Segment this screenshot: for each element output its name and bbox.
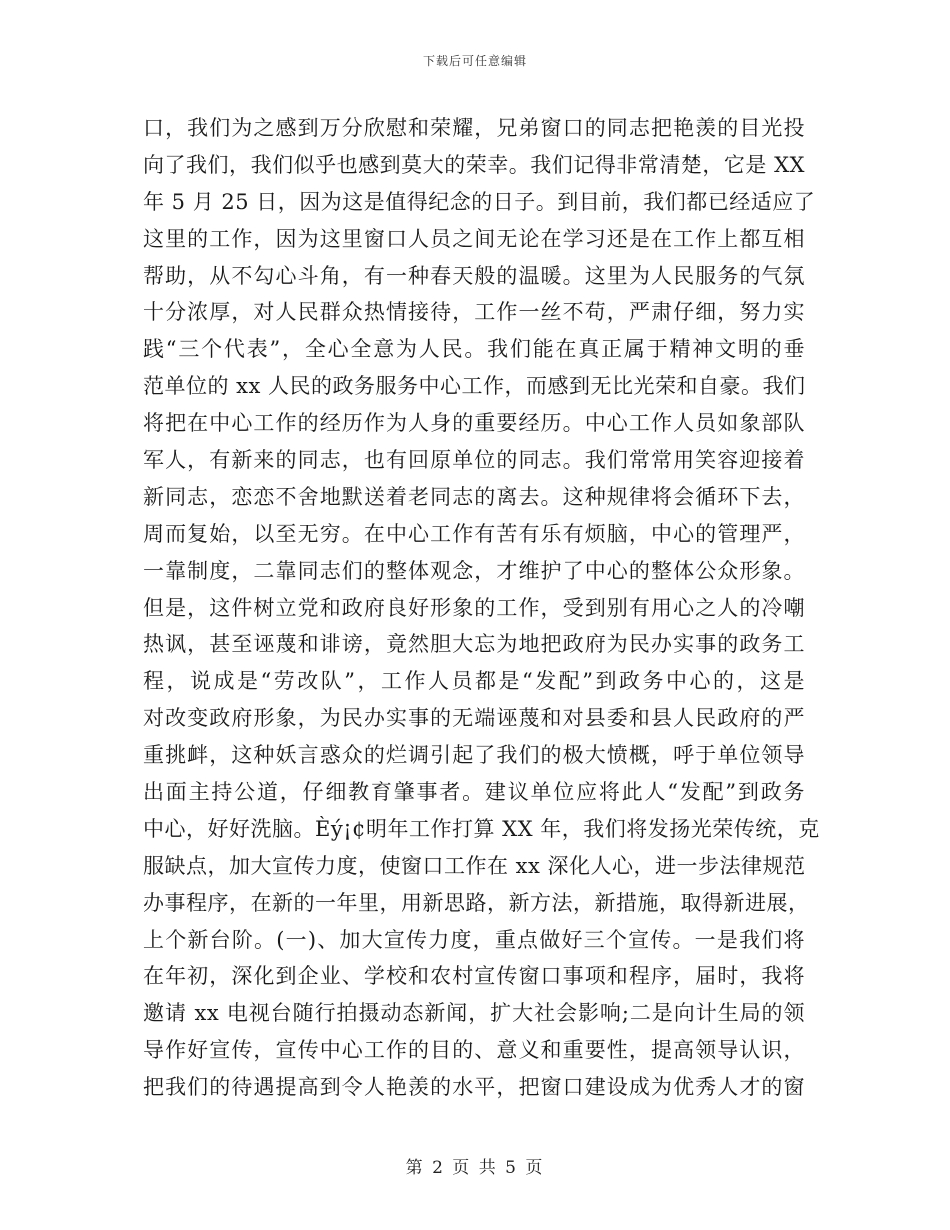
- body-line: 年 5 月 25 日，因为这是值得纪念的日子。到目前，我们都已经适应了: [143, 189, 816, 214]
- body-line: 范单位的 xx 人民的政务服务中心工作，而感到无比光荣和自豪。我们: [143, 374, 806, 399]
- body-line: 邀请 xx 电视台随行拍摄动态新闻，扩大社会影响;二是向计生局的领: [143, 1001, 805, 1026]
- body-line: 在年初，深化到企业、学校和农村宣传窗口事项和程序，届时，我将: [143, 964, 805, 989]
- body-line: 服缺点，加大宣传力度，使窗口工作在 xx 深化人心，进一步法律规范: [143, 853, 806, 878]
- body-line: 十分浓厚，对人民群众热情接待，工作一丝不苟，严肃仔细，努力实: [143, 300, 805, 325]
- body-line: 帮助，从不勾心斗角，有一种春天般的温暖。这里为人民服务的气氛: [143, 263, 805, 288]
- body-line: 向了我们，我们似乎也感到莫大的荣幸。我们记得非常清楚，它是 XX: [143, 152, 805, 177]
- body-line: 但是，这件树立党和政府良好形象的工作，受到别有用心之人的冷嘲: [143, 595, 805, 620]
- body-line: 新同志，恋恋不舍地默送着老同志的离去。这种规律将会循环下去，: [143, 484, 805, 509]
- body-line: 程，说成是“劳改队”，工作人员都是“发配”到政务中心的，这是: [143, 669, 805, 694]
- body-line: 把我们的待遇提高到令人艳羡的水平，把窗口建设成为优秀人才的窗: [143, 1075, 805, 1100]
- body-line: 重挑衅，这种妖言惑众的烂调引起了我们的极大愤概，呼于单位领导: [143, 743, 805, 768]
- page-number: 第 2 页 共 5 页: [405, 1158, 545, 1178]
- body-line: 出面主持公道，仔细教育肇事者。建议单位应将此人“发配”到政务: [143, 780, 805, 805]
- body-line: 这里的工作，因为这里窗口人员之间无论在学习还是在工作上都互相: [143, 226, 805, 251]
- page-header: 下载后可任意编辑: [422, 54, 527, 68]
- body-line: 将把在中心工作的经历作为人身的重要经历。中心工作人员如象部队: [143, 411, 805, 436]
- body-line: 对改变政府形象，为民办实事的无端诬蔑和对县委和县人民政府的严: [143, 706, 805, 731]
- body-line: 热讽，甚至诬蔑和诽谤，竟然胆大忘为地把政府为民办实事的政务工: [143, 632, 805, 657]
- body-line: 导作好宣传，宣传中心工作的目的、意义和重要性，提高领导认识，: [143, 1038, 805, 1063]
- body-line: 上个新台阶。(一)、加大宣传力度，重点做好三个宣传。一是我们将: [143, 927, 805, 952]
- body-line: 一靠制度，二靠同志们的整体观念，才维护了中心的整体公众形象。: [143, 558, 805, 583]
- body-line: 周而复始，以至无穷。在中心工作有苦有乐有烦脑，中心的管理严，: [143, 521, 805, 546]
- body-line: 践“三个代表”，全心全意为人民。我们能在真正属于精神文明的垂: [143, 337, 805, 362]
- body-line: 办事程序，在新的一年里，用新思路，新方法，新措施，取得新进展，: [143, 890, 810, 915]
- body-line: 军人，有新来的同志，也有回原单位的同志。我们常常用笑容迎接着: [143, 448, 805, 473]
- body-line: 中心，好好洗脑。Èý¡¢明年工作打算 XX 年，我们将发扬光荣传统，克: [143, 816, 820, 841]
- document-body: [143, 110, 820, 1106]
- body-line: 口，我们为之感到万分欣慰和荣耀，兄弟窗口的同志把艳羡的目光投: [143, 116, 805, 140]
